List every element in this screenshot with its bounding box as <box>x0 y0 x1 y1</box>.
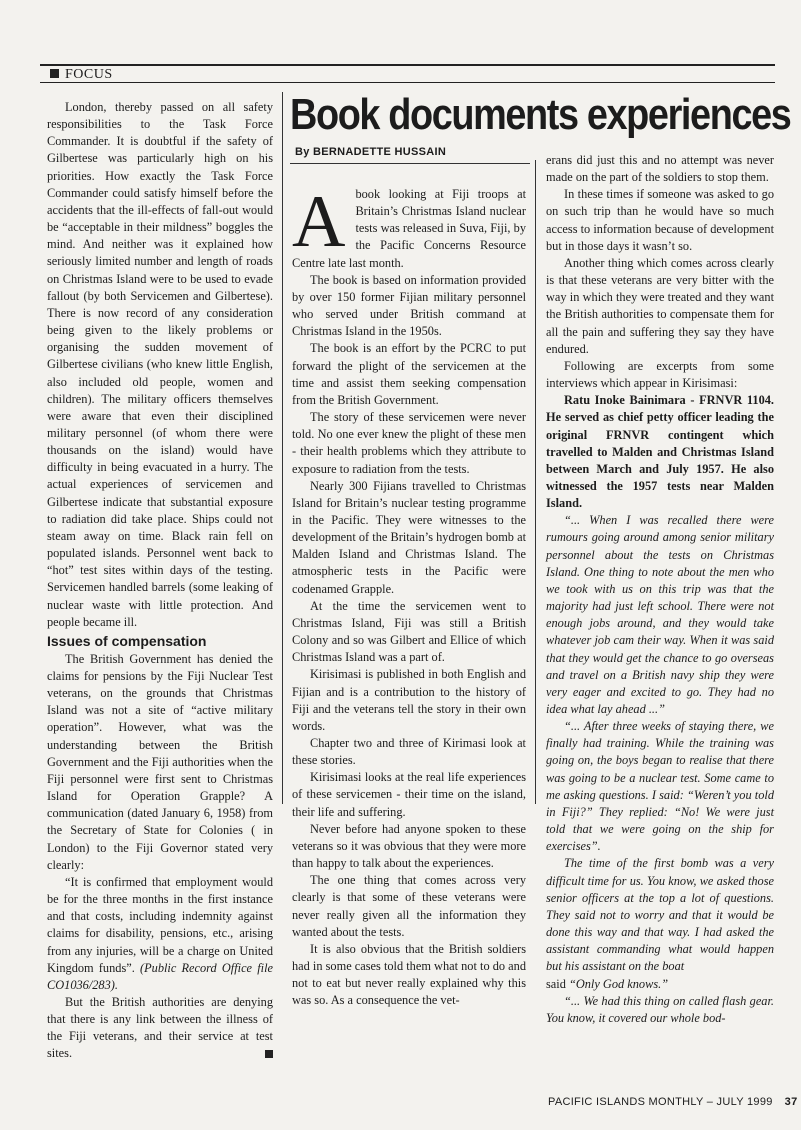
lead-paragraph: Abook looking at Fiji troops at Britain’s Christmas Island nuclear tests was released in Suva, Fiji, by the Pacific Concerns Resource Centre late last month. <box>292 181 526 270</box>
right-column <box>546 152 774 1027</box>
citation: (Public Record Office file CO1036/283). <box>47 960 273 992</box>
right-paragraph: In these times if someone was asked to go on such trip than he would have so much access to information because of development but in those days it wasn’t so. <box>546 187 774 253</box>
left-quote: “It is confirmed that employment would be for the three months in the first instance and that costs, including indemnity against claims for disability, pensions, etc., arising from any injuries, will be a charge on United Kingdom funds”. (Public Record Office file CO1036/283). <box>47 874 273 992</box>
page-footer <box>548 1096 798 1108</box>
drop-cap: A <box>292 181 346 263</box>
column-divider <box>535 160 536 804</box>
header-rule <box>40 82 775 83</box>
section-label: FOCUS <box>50 67 113 83</box>
interview-quote: The time of the first bomb was a very difficult time for us. You know, we asked those senior officers at the top a lot of questions. They said not to worry and that it would be done this way and that way. I had asked the assistant commanding what would happen but his assistant on the boat <box>546 856 774 974</box>
middle-paragraph: Kirisimasi is published in both English and Fijian and is a contribution to the history of Fiji and the veterans tell the story in their own words. <box>292 667 526 733</box>
middle-paragraph: Kirisimasi looks at the real life experiences of these servicemen - their time on the island, their life and suffering. <box>292 770 526 819</box>
interviewee-intro: Ratu Inoke Bainimara - FRNVR 1104. He served as chief petty officer leading the original FRNVR contingent which travelled to Malden and Christmas Island between March and July 1957. He also witnessed the 1957 tests near Malden Island. <box>546 393 774 511</box>
top-rule <box>40 64 775 66</box>
middle-paragraph: Nearly 300 Fijians travelled to Christmas Island for Britain’s nuclear testing programme in the Pacific. They were witnesses to the development of the Britain’s hydrogen bomb at Malden Island and Christmas Island. The atmospheric tests in the Pacific were codenamed Grapple. <box>292 478 526 596</box>
right-paragraph: Another thing which comes across clearly is that these veterans are very bitter with the way in which they were treated and they want the British authorities to compensate them for all the pain and suffering they say they have endured. <box>546 255 774 356</box>
left-paragraph: London, thereby passed on all safety responsibilities to the Task Force Commander. It is doubtful if the safety of Gilbertese was particularly high on his priorities. How exactly the Task Force Commander could satisfy himself before the accidents that the ill-effects of fall-out would be “acceptable in their mildness” boggles the mind. And neither was it explained how seriously limited number and length of roads on Christmas Island were to be used to evade fallout (by both Servicemen and Gilbertese). There is now record of any consideration being given to the likely problems or organising the sudden movement of Gilbertese civilians (who knew little English, also included old people, women and children). The military officers themselves were aware that even their disciplined military personnel (of whom there were thousands on the island) would have difficulty in being evacuated in a hurry. The actual experiences of servicemen and Gilbertese indicate that substantial exposure to radiation did take place. Ships could not steam away on time. Black rain fell on populated islands. Personnel went back to “hot” test sites within days of the testing. Servicemen handled barrels (some leaking of nuclear waste with little protection. And people became ill. <box>47 100 273 629</box>
byline: By BERNADETTE HUSSAIN <box>295 146 447 158</box>
middle-column <box>292 181 526 1010</box>
middle-paragraph: The book is an effort by the PCRC to put forward the plight of the servicemen at the time and assist them seeking compensation from the British Government. <box>292 341 526 407</box>
left-paragraph: But the British authorities are denying that there is any link between the illness of the Fiji veterans, and their service at test sites. <box>47 994 273 1061</box>
interview-quote: “... After three weeks of staying there, we finally had training. While the training was going on, the boys began to realise that there was going to be a nuclear test. Some came to me asking questions. I said: “Weren’t you told in Fiji?” They replied: “No! We were just told that we were going on the ship for exercises”. <box>546 719 774 854</box>
subhead: Issues of compensation <box>47 632 207 649</box>
middle-paragraph: It is also obvious that the British soldiers had in some cases told them what not to do and not to eat but never really explained why this was so. As a consequence the vet- <box>292 941 526 1008</box>
end-mark-icon <box>265 1050 273 1058</box>
middle-paragraph: The one thing that comes across very clearly is that some of these veterans were never really given all the information they wanted about the tests. <box>292 873 526 939</box>
middle-paragraph: The story of these servicemen were never told. No one ever knew the plight of these men - their health problems which they attribute to exposure to radiation from the tests. <box>292 410 526 476</box>
left-column <box>47 99 273 1063</box>
middle-paragraph: Chapter two and three of Kirimasi look at these stories. <box>292 736 526 768</box>
middle-paragraph: The book is based on information provided by over 150 former Fijian military personnel who served under British command at Christmas Island in the 1950s. <box>292 272 526 339</box>
square-bullet-icon <box>50 69 59 78</box>
column-divider <box>282 92 283 804</box>
left-paragraph: The British Government has denied the claims for pensions by the Fiji Nuclear Test veterans, on the grounds that Christmas Island was not a site of “active military operation”. However, what was the understanding between the British Government and the Fiji authorities when the Fiji personnel were first sent to Christmas Island for Operation Grapple? A communication (dated January 6, 1958) from the Secretary of State for Colonies ( in London) to the Fiji Governor stated very clearly: <box>47 651 273 872</box>
interview-quote: “... When I was recalled there were rumours going around among senior military personnel about the tests on Christmas Island. One thing to note about the men who we took with us on this trip was that the majority had just left school. There were not enough jobs around, and they would take whatever job cam their way. When it was said that they would get the chance to go overseas and travel on a British navy ship they were very eager and excited to go. They had no idea what lay ahead ...” <box>546 513 774 716</box>
interview-quote: “... We had this thing on called flash gear. You know, it covered our whole bod- <box>546 993 774 1025</box>
publication-line: PACIFIC ISLANDS MONTHLY – JULY 1999 <box>548 1096 773 1108</box>
middle-paragraph: At the time the servicemen went to Christmas Island, Fiji was still a British Colony and so was Gilbert and Ellice of which Christmas Island was a part of. <box>292 598 526 665</box>
middle-paragraph: Never before had anyone spoken to these veterans so it was obvious that they were more than happy to talk about the experiences. <box>292 821 526 871</box>
right-paragraph: Following are excerpts from some interviews which appear in Kirisimasi: <box>546 358 774 391</box>
byline-rule <box>290 163 530 164</box>
page-number: 37 <box>784 1096 798 1108</box>
right-paragraph: erans did just this and no attempt was never made on the part of the soldiers to stop them. <box>546 153 774 185</box>
headline: Book documents experiences <box>290 90 791 139</box>
interview-quote: said “Only God knows.” <box>546 976 669 991</box>
